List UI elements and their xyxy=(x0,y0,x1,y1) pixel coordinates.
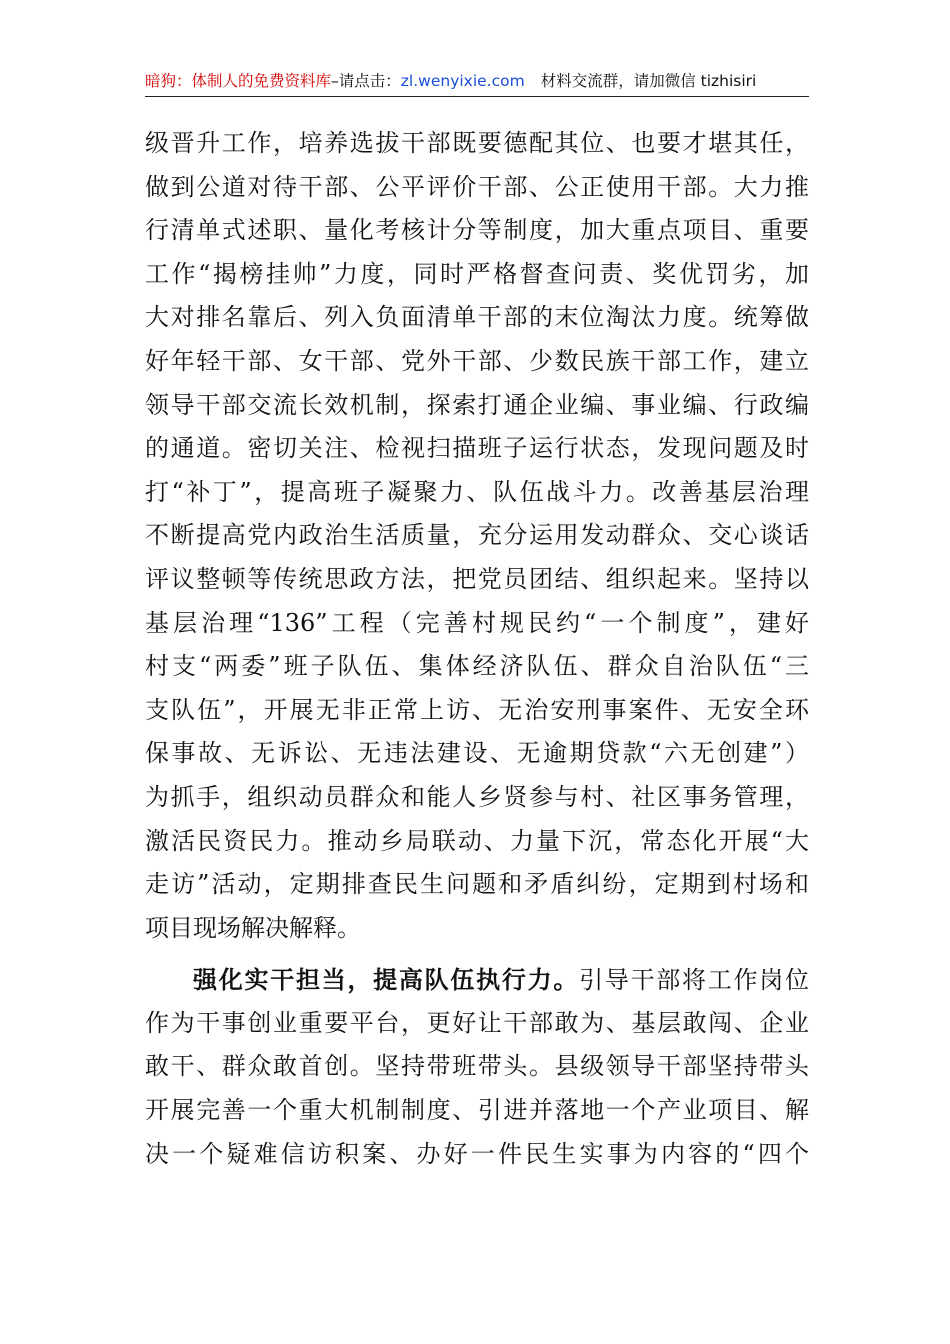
p1-line-16: 为抓手，组织动员群众和能人乡贤参与村、社区事务管理， xyxy=(145,782,809,811)
p1-line-6: 好年轻干部、女干部、党外干部、少数民族干部工作，建立 xyxy=(145,346,809,375)
p1-line-1: 级晋升工作，培养选拔干部既要德配其位、也要才堪其任， xyxy=(145,129,809,157)
header-group-note: 材料交流群，请加微信 tizhisiri xyxy=(540,72,757,90)
p1-line-10: 不断提高党内政治生活质量，充分运用发动群众、交心谈话 xyxy=(145,521,809,550)
p2-line-1-text: 引导干部将工作岗位 xyxy=(579,966,809,995)
document-body xyxy=(145,122,809,1176)
section-heading: 强化实干担当，提高队伍执行力。 xyxy=(193,965,580,995)
p1-line-14: 支队伍”，开展无非正常上访、无治安刑事案件、无安全环 xyxy=(145,695,809,724)
header-url-link[interactable]: zl.wenyixie.com xyxy=(400,72,525,90)
p1-line-19: 项目现场解决解释。 xyxy=(145,913,361,942)
p1-line-4: 工作“揭榜挂帅”力度，同时严格督查问责、奖优罚劣，加 xyxy=(145,259,809,288)
p1-line-2: 做到公道对待干部、公平评价干部、公正使用干部。大力推 xyxy=(145,172,809,201)
p1-line-5: 大对排名靠后、列入负面清单干部的末位淘汰力度。统筹做 xyxy=(145,303,809,332)
page-header xyxy=(145,66,809,97)
p1-line-12: 基层治理“136”工程（完善村规民约“一个制度”，建好 xyxy=(145,608,809,637)
p2-line-5: 决一个疑难信访积案、办好一件民生实事为内容的“四个 xyxy=(145,1139,809,1168)
p1-line-7: 领导干部交流长效机制，探索打通企业编、事业编、行政编 xyxy=(145,390,809,419)
p2-line-2: 作为干事创业重要平台，更好让干部敢为、基层敢闯、企业 xyxy=(145,1008,809,1037)
p2-line-1 xyxy=(145,958,809,1002)
p1-line-13: 村支“两委”班子队伍、集体经济队伍、群众自治队伍“三 xyxy=(145,652,809,681)
header-site-name: 暗狗：体制人的免费资料库 xyxy=(145,72,332,90)
p1-line-17: 激活民资民力。推动乡局联动、力量下沉，常态化开展“大 xyxy=(145,826,809,855)
header-click-prompt: –请点击： xyxy=(331,72,401,90)
p1-line-18: 走访”活动，定期排查民生问题和矛盾纠纷，定期到村场和 xyxy=(145,870,809,899)
p2-line-3: 敢干、群众敢首创。坚持带班带头。县级领导干部坚持带头 xyxy=(145,1052,809,1081)
p1-line-3: 行清单式述职、量化考核计分等制度，加大重点项目、重要 xyxy=(145,216,809,245)
p1-line-8: 的通道。密切关注、检视扫描班子运行状态，发现问题及时 xyxy=(145,434,809,463)
p1-line-15: 保事故、无诉讼、无违法建设、无逾期贷款“六无创建”） xyxy=(145,739,809,768)
p2-line-4: 开展完善一个重大机制制度、引进并落地一个产业项目、解 xyxy=(145,1096,809,1125)
p1-line-9: 打“补丁”，提高班子凝聚力、队伍战斗力。改善基层治理 xyxy=(145,477,809,506)
p1-line-11: 评议整顿等传统思政方法，把党员团结、组织起来。坚持以 xyxy=(145,564,809,593)
